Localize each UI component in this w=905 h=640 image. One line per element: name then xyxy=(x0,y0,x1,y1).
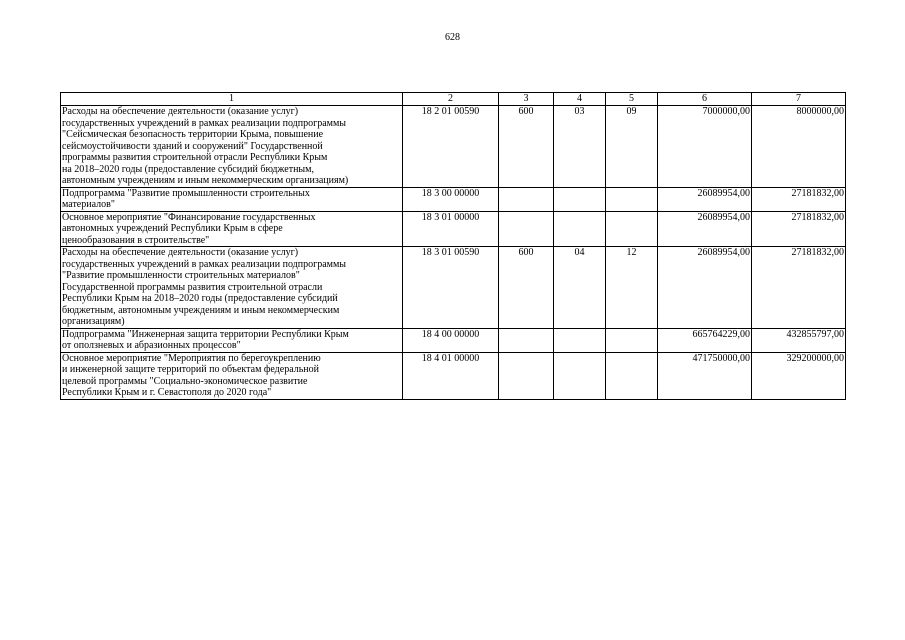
column-header: 6 xyxy=(658,93,752,106)
table-row xyxy=(61,247,846,329)
row-col3 xyxy=(499,352,554,399)
row-col5: 09 xyxy=(606,106,658,188)
row-description: Расходы на обеспечение деятельности (оказание услуг) государственных учреждений в рамках реализации подпрограммы "Сейсмическая безопасность территории Крыма, повышение сейсмоустойчивости зданий и сооружений" Государственной программы развития строительной отрасли Республики Крым на 2018–2020 годы (предоставление субсидий бюджетным, автономным учреждениям и иным некоммерческим организациям) xyxy=(61,106,403,188)
table-row xyxy=(61,106,846,188)
row-col3: 600 xyxy=(499,106,554,188)
column-header: 1 xyxy=(61,93,403,106)
row-col3: 600 xyxy=(499,247,554,329)
table-header-row xyxy=(61,93,846,106)
column-header: 5 xyxy=(606,93,658,106)
row-col5 xyxy=(606,352,658,399)
column-header: 4 xyxy=(554,93,606,106)
row-code: 18 2 01 00590 xyxy=(403,106,499,188)
row-amount-col7: 8000000,00 xyxy=(752,106,846,188)
row-col5 xyxy=(606,328,658,352)
row-description: Основное мероприятие "Финансирование государственных автономных учреждений Республики Крым в сфере ценообразования в строительстве" xyxy=(61,211,403,247)
row-description: Основное мероприятие "Мероприятия по берегоукреплению и инженерной защите территорий по объектам федеральной целевой программы "Социально-экономическое развитие Республики Крым и г. Севастополя до 2020 года" xyxy=(61,352,403,399)
row-code: 18 3 01 00590 xyxy=(403,247,499,329)
row-amount-col6: 26089954,00 xyxy=(658,247,752,329)
row-amount-col6: 665764229,00 xyxy=(658,328,752,352)
row-col4: 04 xyxy=(554,247,606,329)
row-col5 xyxy=(606,211,658,247)
table-row xyxy=(61,187,846,211)
row-col4 xyxy=(554,352,606,399)
row-amount-col6: 7000000,00 xyxy=(658,106,752,188)
row-amount-col6: 26089954,00 xyxy=(658,187,752,211)
row-col3 xyxy=(499,187,554,211)
row-description: Подпрограмма "Развитие промышленности строительных материалов" xyxy=(61,187,403,211)
row-col5 xyxy=(606,187,658,211)
row-code: 18 3 00 00000 xyxy=(403,187,499,211)
row-col3 xyxy=(499,211,554,247)
row-col3 xyxy=(499,328,554,352)
row-col4 xyxy=(554,211,606,247)
row-col4 xyxy=(554,187,606,211)
column-header: 7 xyxy=(752,93,846,106)
budget-table xyxy=(60,92,846,400)
row-description: Расходы на обеспечение деятельности (оказание услуг) государственных учреждений в рамках реализации подпрограммы "Развитие промышленности строительных материалов" Государственной программы развития строительной отрасли Республики Крым на 2018–2020 годы (предоставление субсидий бюджетным, автономным учреждениям и иным некоммерческим организациям) xyxy=(61,247,403,329)
table-row xyxy=(61,211,846,247)
row-col4 xyxy=(554,328,606,352)
row-col4: 03 xyxy=(554,106,606,188)
column-header: 2 xyxy=(403,93,499,106)
row-amount-col7: 27181832,00 xyxy=(752,211,846,247)
row-amount-col7: 27181832,00 xyxy=(752,187,846,211)
row-amount-col6: 471750000,00 xyxy=(658,352,752,399)
row-amount-col7: 432855797,00 xyxy=(752,328,846,352)
table-row xyxy=(61,352,846,399)
column-header: 3 xyxy=(499,93,554,106)
page-number: 628 xyxy=(445,32,460,43)
table-row xyxy=(61,328,846,352)
row-code: 18 3 01 00000 xyxy=(403,211,499,247)
row-code: 18 4 00 00000 xyxy=(403,328,499,352)
row-col5: 12 xyxy=(606,247,658,329)
row-amount-col7: 329200000,00 xyxy=(752,352,846,399)
row-amount-col6: 26089954,00 xyxy=(658,211,752,247)
row-code: 18 4 01 00000 xyxy=(403,352,499,399)
row-amount-col7: 27181832,00 xyxy=(752,247,846,329)
row-description: Подпрограмма "Инженерная защита территории Республики Крым от оползневых и абразионных процессов" xyxy=(61,328,403,352)
